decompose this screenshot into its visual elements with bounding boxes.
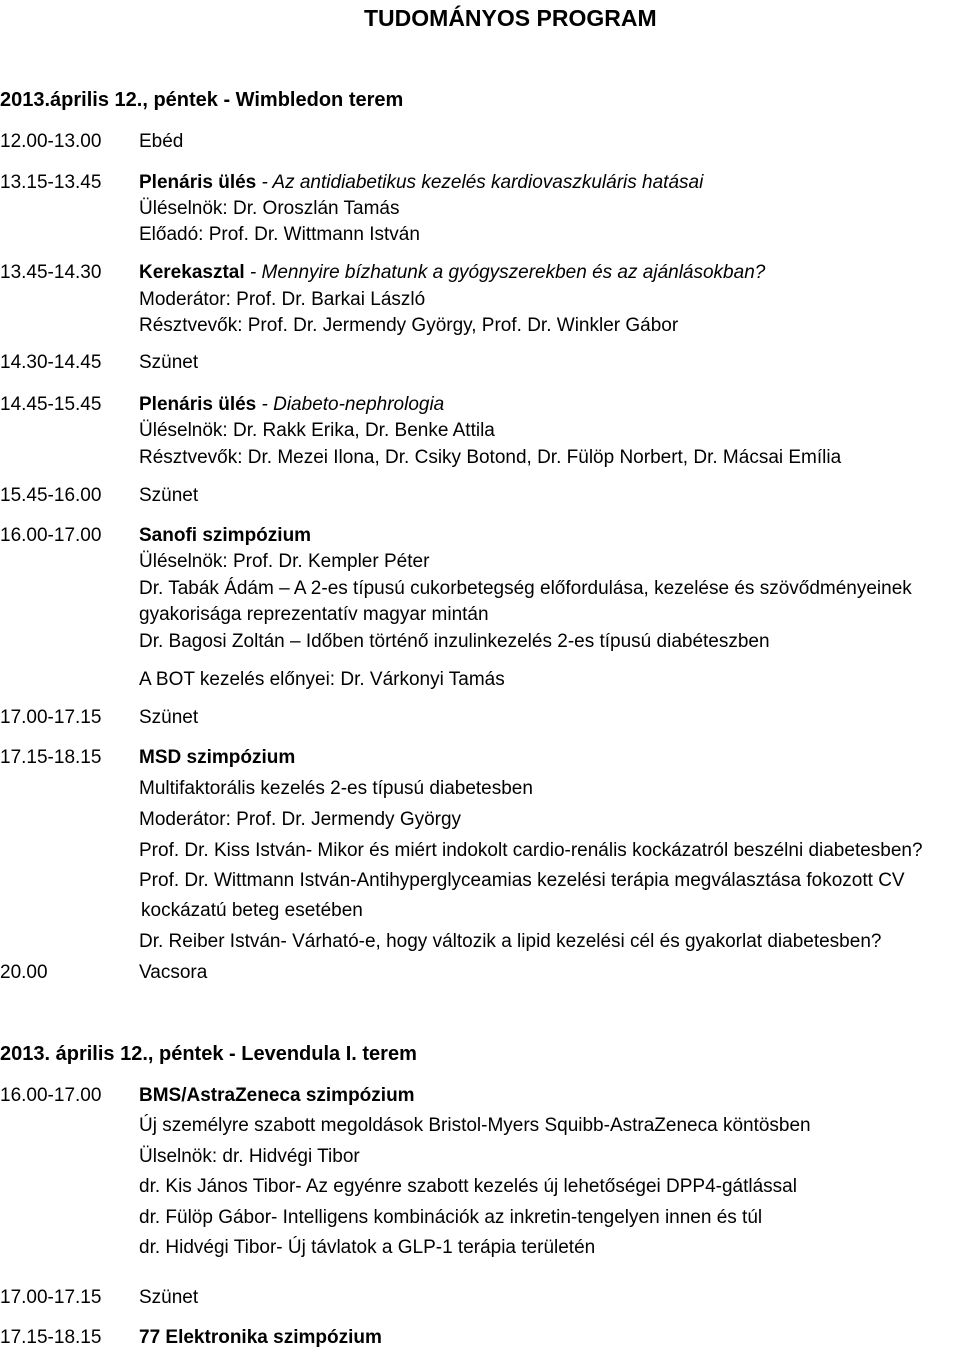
talk-line: dr. Fülöp Gábor- Intelligens kombinációk az inkretin-tengelyen innen és túl (139, 1207, 763, 1228)
time-slot: 17.00-17.15 (0, 707, 102, 728)
event-type: Plenáris ülés (139, 394, 257, 415)
talk-line: A BOT kezelés előnyei: Dr. Várkonyi Tamás (139, 669, 505, 690)
event-type: Plenáris ülés (139, 172, 257, 193)
chair-line: Ülselnök: dr. Hidvégi Tibor (139, 1146, 360, 1167)
time-slot: 12.00-13.00 (0, 131, 102, 152)
chair-line: Üléselnök: Dr. Oroszlán Tamás (139, 198, 400, 219)
time-slot: 13.45-14.30 (0, 262, 102, 283)
talk-line: Prof. Dr. Kiss István- Mikor és miért indokolt cardio-renális kockázatról beszélni diabetesben? (139, 840, 923, 861)
chair-line: Üléselnök: Dr. Rakk Erika, Dr. Benke Attila (139, 420, 495, 441)
event-break: Szünet (139, 707, 199, 728)
event-plenary-1 (139, 172, 703, 194)
event-77-elektronika-symposium: 77 Elektronika szimpózium (139, 1327, 382, 1348)
event-topic: - Mennyire bízhatunk a gyógyszerekben és az ajánlásokban? (244, 262, 766, 283)
talk-line: dr. Kis János Tibor- Az egyénre szabott kezelés új lehetőségei DPP4-gátlással (139, 1176, 797, 1197)
section-heading-levendula: 2013. április 12., péntek - Levendula I. terem (0, 1043, 417, 1065)
event-plenary-2 (139, 394, 444, 416)
event-sanofi-symposium: Sanofi szimpózium (139, 525, 312, 546)
page-title: TUDOMÁNYOS PROGRAM (364, 5, 657, 31)
event-msd-symposium: MSD szimpózium (139, 747, 296, 768)
talk-line: gyakorisága reprezentatív magyar mintán (139, 604, 489, 625)
moderator-line: Moderátor: Prof. Dr. Barkai László (139, 289, 426, 310)
topic-line: Új személyre szabott megoldások Bristol-Myers Squibb-AstraZeneca köntösben (139, 1115, 811, 1136)
time-slot: 20.00 (0, 962, 48, 983)
time-slot: 17.00-17.15 (0, 1287, 102, 1308)
time-slot: 16.00-17.00 (0, 1085, 102, 1106)
participants-line: Résztvevők: Prof. Dr. Jermendy György, Prof. Dr. Winkler Gábor (139, 315, 679, 336)
section-heading-wimbledon: 2013.április 12., péntek - Wimbledon terem (0, 89, 404, 111)
chair-line: Üléselnök: Prof. Dr. Kempler Péter (139, 551, 430, 572)
event-topic: - Az antidiabetikus kezelés kardiovaszkuláris hatásai (256, 172, 704, 193)
talk-line: Dr. Tabák Ádám – A 2-es típusú cukorbetegség előfordulása, kezelése és szövődményeinek (139, 578, 912, 599)
event-topic: - Diabeto-nephrologia (256, 394, 445, 415)
event-break: Szünet (139, 352, 199, 373)
time-slot: 17.15-18.15 (0, 747, 102, 768)
talk-line: Dr. Bagosi Zoltán – Időben történő inzulinkezelés 2-es típusú diabéteszben (139, 631, 770, 652)
time-slot: 14.45-15.45 (0, 394, 102, 415)
time-slot: 14.30-14.45 (0, 352, 102, 373)
time-slot: 16.00-17.00 (0, 525, 102, 546)
talk-line: Dr. Reiber István- Várható-e, hogy változik a lipid kezelési cél és gyakorlat diabetesben? (139, 931, 882, 952)
time-slot: 13.15-13.45 (0, 172, 102, 193)
event-break: Szünet (139, 485, 199, 506)
time-slot: 17.15-18.15 (0, 1327, 102, 1348)
moderator-line: Moderátor: Prof. Dr. Jermendy György (139, 809, 462, 830)
participants-line: Résztvevők: Dr. Mezei Ilona, Dr. Csiky Botond, Dr. Fülöp Norbert, Dr. Mácsai Emília (139, 447, 842, 468)
talk-line: kockázatú beteg esetében (141, 900, 363, 921)
talk-line: dr. Hidvégi Tibor- Új távlatok a GLP-1 terápia területén (139, 1237, 596, 1258)
event-lunch: Ebéd (139, 131, 184, 152)
topic-line: Multifaktorális kezelés 2-es típusú diabetesben (139, 778, 533, 799)
event-type: Kerekasztal (139, 262, 245, 283)
time-slot: 15.45-16.00 (0, 485, 102, 506)
talk-line: Prof. Dr. Wittmann István-Antihyperglyceamias kezelési terápia megválasztása fokozott CV (139, 870, 905, 891)
speaker-line: Előadó: Prof. Dr. Wittmann István (139, 224, 420, 245)
event-roundtable (139, 262, 765, 284)
event-break: Szünet (139, 1287, 199, 1308)
event-dinner: Vacsora (139, 962, 208, 983)
event-bms-symposium: BMS/AstraZeneca szimpózium (139, 1085, 415, 1106)
